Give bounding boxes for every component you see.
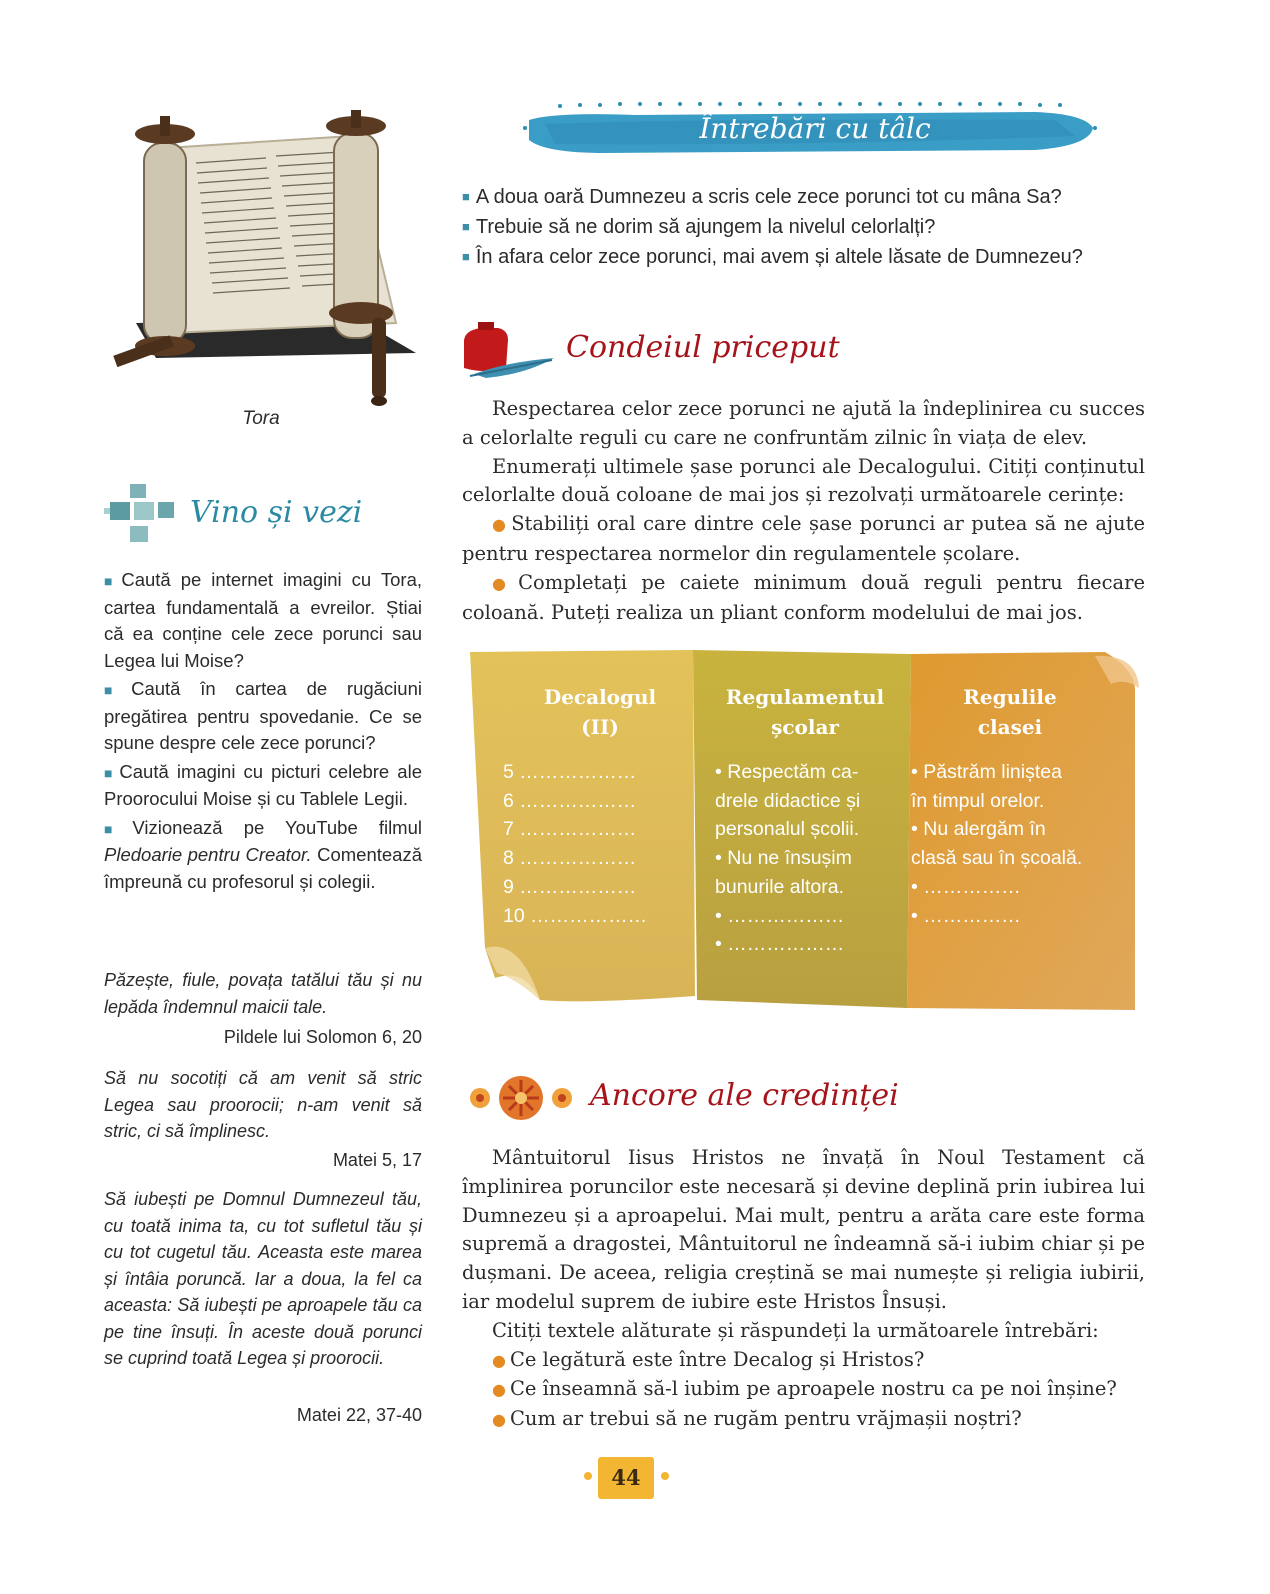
intrebari-title: Întrebări cu tâlc [699,112,931,145]
list-item: drele didactice și [715,789,861,812]
bullet-icon: ■ [104,573,118,589]
bullet-icon: ■ [462,219,470,234]
bullet-icon: ● [492,515,508,535]
tora-caption: Tora [242,408,280,429]
column-title-decalogul: Decalogul (II) [543,685,657,739]
list-item: ● Cum ar trebui să ne rugăm pentru vrăjmașii noștri? [492,1407,1022,1431]
list-item: în timpul orelor. [911,789,1045,812]
ancore-text [462,1144,1145,1435]
list-item: personalul școlii. [715,818,860,841]
quote-reference: Matei 22, 37-40 [296,1405,422,1425]
list-item: • …………… [911,875,1021,898]
list-item: 5 ……………… [503,761,637,783]
list-item: • ……………… [715,933,845,956]
quote-reference: Pildele lui Solomon 6, 20 [223,1027,422,1047]
bullet-icon: ● [492,573,515,593]
page-number-dot [661,1472,669,1480]
list-item: ■ Caută pe internet imagini cu Tora, cartea fundamentală a evreilor. Știai că ea conține cele zece porunci sau Legea lui Moise? [104,569,422,671]
intrebari-list [462,182,1162,272]
bullet-icon: ● [492,1410,506,1430]
column-title-regulile: Regulile clasei [963,685,1057,739]
bullet-icon: ■ [462,249,470,264]
list-item: • Nu ne însușim [715,847,852,870]
quote-reference: Matei 5, 17 [332,1150,422,1170]
list-item: 10 ……………… [503,904,648,927]
page-number: 44 [598,1457,654,1499]
list-item: 8 ……………… [503,847,637,870]
list-item: ● Stabiliți oral care dintre cele șase porunci ar putea să ne ajute pentru respectarea normelor din regulamentele școlare. [462,512,1145,565]
pliant-model [465,648,1145,1018]
list-item: ■ Caută în cartea de rugăciuni pregătirea pentru spovedanie. Ce se spune despre cele zece porunci? [104,678,422,753]
list-item: • Respectăm ca- [715,761,859,783]
list-item: ● Ce înseamnă să-l iubim pe aproapele nostru ca pe noi înșine? [492,1377,1117,1401]
list-item: ■ Vizionează pe YouTube filmul Pledoarie pentru Creator. Comentează împreună cu profesorul și colegii. [104,816,422,892]
film-title: Pledoarie pentru Creator. [104,844,312,865]
list-item: • …………… [911,904,1021,927]
list-item: ● Completați pe caiete minimum două reguli pentru fiecare coloană. Puteți realiza un pliant conform modelului de mai jos. [462,570,1145,624]
list-item: • Nu alergăm în [911,818,1046,841]
page-number-dot [584,1472,592,1480]
column-regulile [911,758,1121,930]
tora-scroll-image [96,108,426,408]
condeiul-priceput-title: Condeiul priceput [566,330,840,365]
list-item: ■ A doua oară Dumnezeu a scris cele zece porunci tot cu mâna Sa? [462,186,1062,208]
bullet-icon: ■ [104,764,116,781]
list-item: • Păstrăm liniștea [911,761,1062,783]
column-decalogul [503,758,693,930]
bullet-icon: ● [492,1380,506,1400]
list-item: ■ Caută imagini cu picturi celebre ale Proorocului Moise și cu Tablele Legii. [104,760,422,809]
list-item: • ……………… [715,904,845,927]
paragraph: Respectarea celor zece porunci ne ajută la îndeplinirea cu succes a celorlalte reguli cu care ne confruntăm zilnic în viața de elev. [462,397,1145,449]
list-item: ● Ce legătură este între Decalog și Hristos? [492,1347,925,1371]
column-title-regulament: Regulamentul școlar [725,685,885,739]
list-item: 9 ……………… [503,875,637,898]
paragraph: Mântuitorul Iisus Hristos ne învață în Noul Testament că împlinirea poruncilor este necesară și devine deplină prin iubirea lui Dumnezeu și a aproapelui. Mai mult, pentru a arăta care este forma supremă a dragostei, Mântuitorul ne îndeamnă să-i iubim chiar și pe dușmani. De aceea, religia creștină se mai numește și religia iubirii, iar modelul suprem de iubire este Hristos Însuși. [462,1146,1145,1313]
bullet-icon: ■ [462,189,470,204]
inkwell-quill-icon [456,318,556,380]
list-item: ■ În afara celor zece porunci, mai avem și altele lăsate de Dumnezeu? [462,246,1083,268]
bullet-icon: ■ [104,820,129,837]
bullet-icon: ● [492,1350,506,1370]
quote-text: Păzește, fiule, povața tatălui tău și nu lepăda îndemnul maicii tale. [104,970,422,1017]
quote-text: Să nu socotiți că am venit să stric Legea sau proorocii; n-am venit să stric, ci să împlinesc. [104,1068,422,1141]
list-item: clasă sau în școală. [911,847,1083,870]
list-item: 6 ……………… [503,789,637,812]
column-regulament [715,758,905,959]
paragraph: Citiți textele alăturate și răspundeți la următoarele întrebări: [492,1318,1099,1342]
bullet-icon: ■ [104,682,128,698]
list-item: ■ Trebuie să ne dorim să ajungem la nivelul celorlalți? [462,216,936,238]
list-item: bunurile altora. [715,875,844,898]
condeiul-text [462,395,1145,627]
tiles-icon [102,482,180,552]
ornament-icon [466,1072,576,1124]
ancore-title: Ancore ale credinței [590,1078,899,1113]
quote-text: Să iubești pe Domnul Dumnezeul tău, cu toată inima ta, cu tot sufletul tău și cu tot cugetul tău. Aceasta este marea și întâia poruncă. Iar a doua, la fel ca aceasta: Să iubești pe aproapele tău ca pe tine însuți. În aceste două porunci se cuprind toată Legea și proorocii. [104,1189,422,1368]
paragraph: Enumerați ultimele șase porunci ale Decalogului. Citiți conținutul celorlalte două coloane de mai jos și rezolvați următoarele cerințe: [462,454,1145,507]
vino-list [104,567,422,897]
list-item: 7 ……………… [503,818,637,841]
vino-si-vezi-title: Vino și vezi [190,495,363,530]
